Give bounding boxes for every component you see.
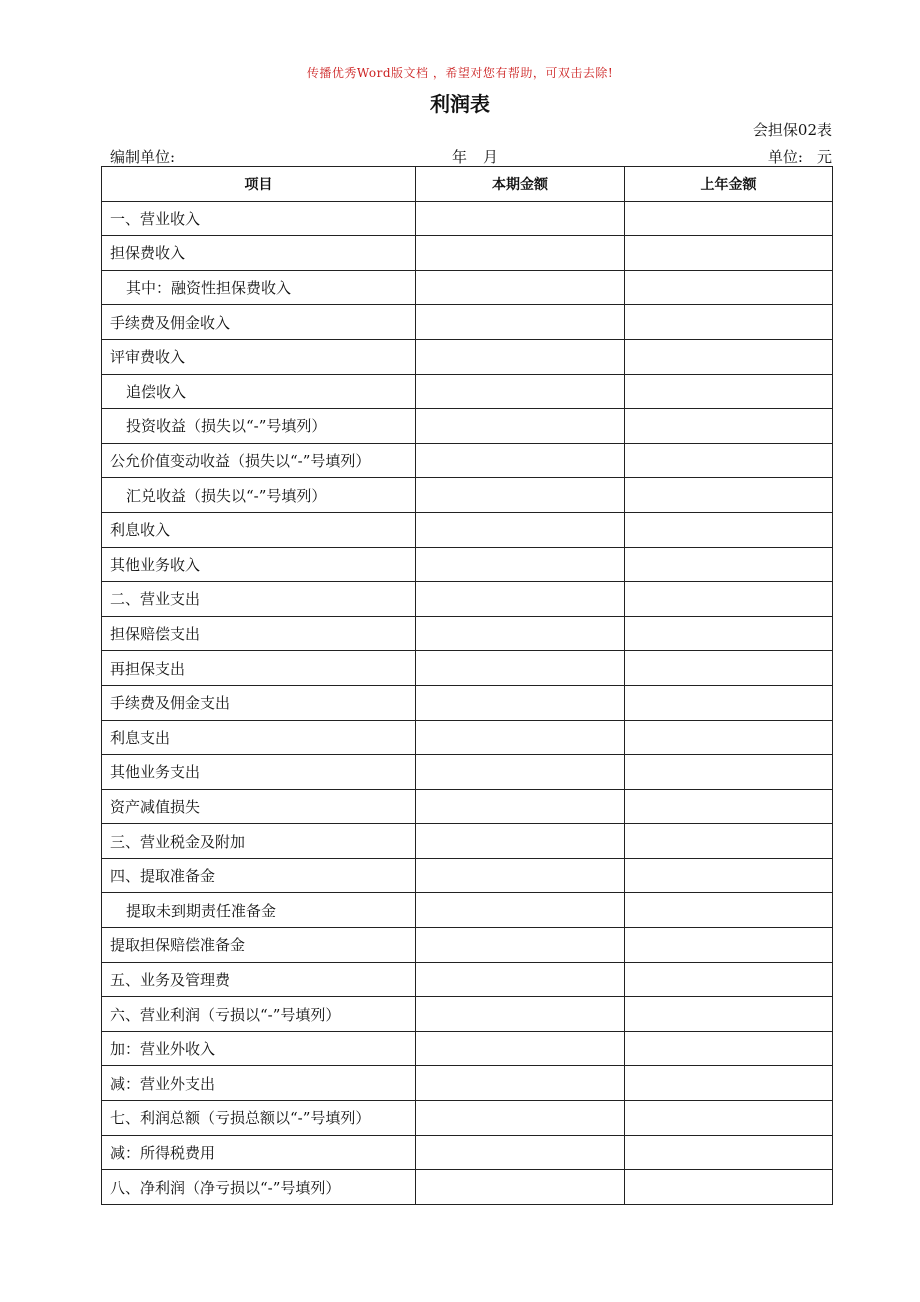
row-previous-amount-cell[interactable] [625, 1031, 833, 1066]
table-row [102, 339, 833, 374]
row-previous-amount-cell[interactable] [625, 201, 833, 236]
row-current-amount-cell[interactable] [416, 1031, 625, 1066]
report-meta-row [110, 146, 832, 166]
row-item-label: 其他业务支出 [102, 755, 416, 790]
table-row [102, 409, 833, 444]
row-previous-amount-cell[interactable] [625, 824, 833, 859]
table-row [102, 443, 833, 478]
row-previous-amount-cell[interactable] [625, 962, 833, 997]
row-item-label: 提取未到期责任准备金 [102, 893, 416, 928]
row-previous-amount-cell[interactable] [625, 755, 833, 790]
table-row [102, 616, 833, 651]
row-item-label: 加：营业外收入 [102, 1031, 416, 1066]
row-current-amount-cell[interactable] [416, 720, 625, 755]
row-item-label: 手续费及佣金支出 [102, 685, 416, 720]
table-row [102, 720, 833, 755]
header-item: 项目 [102, 167, 416, 202]
row-current-amount-cell[interactable] [416, 962, 625, 997]
row-previous-amount-cell[interactable] [625, 582, 833, 617]
row-previous-amount-cell[interactable] [625, 685, 833, 720]
row-current-amount-cell[interactable] [416, 547, 625, 582]
header-current-amount: 本期金额 [416, 167, 625, 202]
row-item-label: 四、提取准备金 [102, 858, 416, 893]
table-row [102, 789, 833, 824]
row-previous-amount-cell[interactable] [625, 616, 833, 651]
table-row [102, 236, 833, 271]
row-item-label: 利息支出 [102, 720, 416, 755]
row-item-label: 七、利润总额（亏损总额以“-”号填列） [102, 1101, 416, 1136]
table-row [102, 824, 833, 859]
row-current-amount-cell[interactable] [416, 443, 625, 478]
row-current-amount-cell[interactable] [416, 236, 625, 271]
table-row [102, 685, 833, 720]
row-previous-amount-cell[interactable] [625, 374, 833, 409]
table-header-row [102, 167, 833, 202]
row-current-amount-cell[interactable] [416, 339, 625, 374]
table-row [102, 201, 833, 236]
table-row [102, 270, 833, 305]
table-row [102, 651, 833, 686]
row-item-label: 利息收入 [102, 512, 416, 547]
row-item-label: 提取担保赔偿准备金 [102, 928, 416, 963]
row-current-amount-cell[interactable] [416, 1066, 625, 1101]
row-previous-amount-cell[interactable] [625, 789, 833, 824]
row-current-amount-cell[interactable] [416, 755, 625, 790]
row-current-amount-cell[interactable] [416, 270, 625, 305]
row-previous-amount-cell[interactable] [625, 236, 833, 271]
row-previous-amount-cell[interactable] [625, 547, 833, 582]
preparer-unit-label: 编制单位: [110, 148, 176, 166]
income-statement-table [101, 166, 833, 1205]
row-item-label: 二、营业支出 [102, 582, 416, 617]
row-current-amount-cell[interactable] [416, 928, 625, 963]
table-row [102, 1135, 833, 1170]
row-current-amount-cell[interactable] [416, 858, 625, 893]
table-row [102, 1031, 833, 1066]
row-previous-amount-cell[interactable] [625, 997, 833, 1032]
form-code: 会担保02表 [752, 121, 832, 139]
row-previous-amount-cell[interactable] [625, 1101, 833, 1136]
row-current-amount-cell[interactable] [416, 616, 625, 651]
currency-value: 元 [816, 148, 832, 166]
row-item-label: 其他业务收入 [102, 547, 416, 582]
table-row [102, 928, 833, 963]
table-row [102, 858, 833, 893]
row-item-label: 手续费及佣金收入 [102, 305, 416, 340]
watermark-banner: 传播优秀Word版文档 ，希望对您有帮助，可双击去除! [306, 66, 614, 80]
table-body [102, 201, 833, 1204]
table-row [102, 962, 833, 997]
row-current-amount-cell[interactable] [416, 997, 625, 1032]
table-row [102, 1101, 833, 1136]
row-item-label: 公允价值变动收益（损失以“-”号填列） [102, 443, 416, 478]
header-previous-amount: 上年金额 [625, 167, 833, 202]
row-current-amount-cell[interactable] [416, 512, 625, 547]
currency-unit-label: 单位: [767, 148, 803, 166]
table-row [102, 305, 833, 340]
table-row [102, 893, 833, 928]
row-item-label: 六、营业利润（亏损以“-”号填列） [102, 997, 416, 1032]
table-row [102, 582, 833, 617]
row-previous-amount-cell[interactable] [625, 339, 833, 374]
row-item-label: 再担保支出 [102, 651, 416, 686]
row-item-label: 追偿收入 [102, 374, 416, 409]
row-previous-amount-cell[interactable] [625, 1066, 833, 1101]
row-item-label: 投资收益（损失以“-”号填列） [102, 409, 416, 444]
row-current-amount-cell[interactable] [416, 651, 625, 686]
row-current-amount-cell[interactable] [416, 824, 625, 859]
row-item-label: 八、净利润（净亏损以“-”号填列） [102, 1170, 416, 1205]
row-item-label: 其中：融资性担保费收入 [102, 270, 416, 305]
row-current-amount-cell[interactable] [416, 582, 625, 617]
row-item-label: 一、营业收入 [102, 201, 416, 236]
row-current-amount-cell[interactable] [416, 685, 625, 720]
table-row [102, 997, 833, 1032]
row-previous-amount-cell[interactable] [625, 1170, 833, 1205]
row-previous-amount-cell[interactable] [625, 858, 833, 893]
row-previous-amount-cell[interactable] [625, 928, 833, 963]
row-item-label: 汇兑收益（损失以“-”号填列） [102, 478, 416, 513]
row-current-amount-cell[interactable] [416, 789, 625, 824]
row-previous-amount-cell[interactable] [625, 651, 833, 686]
row-current-amount-cell[interactable] [416, 1101, 625, 1136]
row-current-amount-cell[interactable] [416, 409, 625, 444]
report-period [452, 146, 498, 167]
table-row [102, 1066, 833, 1101]
table-row [102, 374, 833, 409]
row-previous-amount-cell[interactable] [625, 270, 833, 305]
table-row [102, 547, 833, 582]
year-label: 年 [452, 148, 468, 166]
row-previous-amount-cell[interactable] [625, 478, 833, 513]
row-previous-amount-cell[interactable] [625, 409, 833, 444]
row-previous-amount-cell[interactable] [625, 720, 833, 755]
row-item-label: 评审费收入 [102, 339, 416, 374]
row-current-amount-cell[interactable] [416, 374, 625, 409]
table-row [102, 1170, 833, 1205]
row-current-amount-cell[interactable] [416, 1135, 625, 1170]
table-row [102, 478, 833, 513]
row-current-amount-cell[interactable] [416, 1170, 625, 1205]
currency-unit [768, 146, 832, 167]
row-current-amount-cell[interactable] [416, 201, 625, 236]
table-row [102, 512, 833, 547]
row-previous-amount-cell[interactable] [625, 443, 833, 478]
table-row [102, 755, 833, 790]
row-previous-amount-cell[interactable] [625, 512, 833, 547]
row-item-label: 五、业务及管理费 [102, 962, 416, 997]
page-title: 利润表 [430, 92, 490, 116]
row-item-label: 三、营业税金及附加 [102, 824, 416, 859]
row-item-label: 担保赔偿支出 [102, 616, 416, 651]
row-current-amount-cell[interactable] [416, 305, 625, 340]
row-item-label: 减：营业外支出 [102, 1066, 416, 1101]
row-item-label: 担保费收入 [102, 236, 416, 271]
row-current-amount-cell[interactable] [416, 478, 625, 513]
row-item-label: 减：所得税费用 [102, 1135, 416, 1170]
row-previous-amount-cell[interactable] [625, 1135, 833, 1170]
month-label: 月 [483, 148, 499, 166]
row-previous-amount-cell[interactable] [625, 893, 833, 928]
row-item-label: 资产减值损失 [102, 789, 416, 824]
row-current-amount-cell[interactable] [416, 893, 625, 928]
row-previous-amount-cell[interactable] [625, 305, 833, 340]
